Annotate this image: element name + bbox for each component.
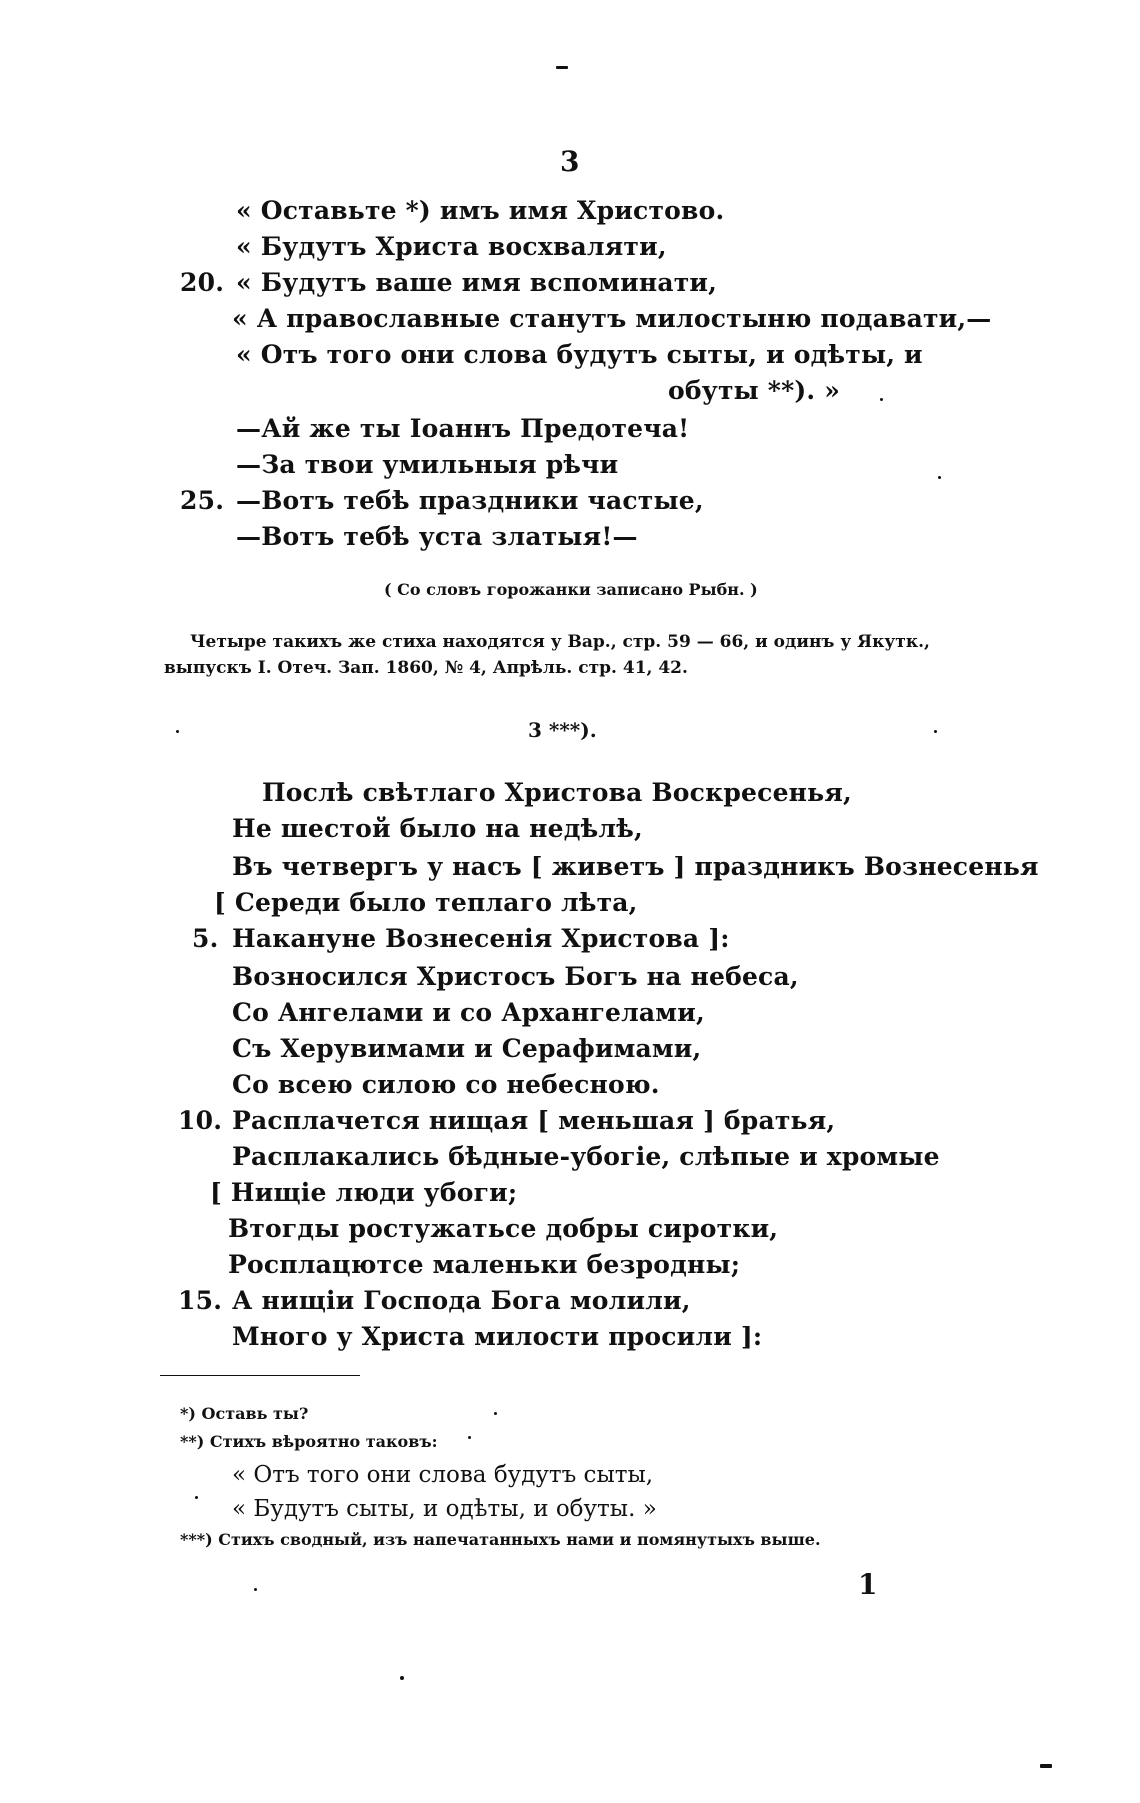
scan-artifact	[880, 398, 883, 401]
poem-line: « Будутъ Христа восхваляти,	[236, 232, 667, 261]
line-number: 15.	[178, 1286, 223, 1315]
section-heading: 3 ***).	[528, 718, 597, 742]
poem-line: Много у Христа милости просили ]:	[232, 1322, 763, 1351]
footnote-divider	[160, 1375, 360, 1376]
poem-line: Съ Херувимами и Серафимами,	[232, 1034, 702, 1063]
commentary-line: выпускъ I. Отеч. Зап. 1860, № 4, Апрѣль. стр. 41, 42.	[164, 658, 688, 678]
poem-line: А нищіи Господа Бога молили,	[232, 1286, 691, 1315]
scan-artifact	[934, 730, 937, 733]
poem-line: Втогды ростужатьсе добры сиротки,	[228, 1214, 779, 1243]
poem-line: Возносился Христосъ Богъ на небеса,	[232, 962, 799, 991]
poem-line: Со всею силою со небесною.	[232, 1070, 660, 1099]
scan-artifact	[400, 1676, 404, 1680]
poem-line: [ Нищіе люди убоги;	[210, 1178, 518, 1207]
line-number: 5.	[192, 924, 219, 953]
scan-artifact	[254, 1588, 257, 1591]
poem-line: [ Середи было теплаго лѣта,	[214, 888, 638, 917]
page-number: 3	[560, 145, 580, 178]
poem-line: Послѣ свѣтлаго Христова Воскресенья,	[262, 778, 852, 807]
footnote: ***) Стихъ сводный, изъ напечатанныхъ нами и помянутыхъ выше.	[180, 1530, 821, 1549]
scan-artifact	[938, 476, 941, 479]
scan-artifact	[1040, 1764, 1052, 1768]
poem-line: « А православные станутъ милостыню подавати,—	[232, 304, 992, 333]
poem-line: —За твои умильныя рѣчи	[236, 450, 619, 479]
commentary-line: Четыре такихъ же стиха находятся у Вар., стр. 59 — 66, и одинъ у Якутк.,	[190, 632, 930, 652]
footnote-verse: « Отъ того они слова будутъ сыты,	[232, 1462, 654, 1488]
line-number: 25.	[180, 486, 225, 515]
poem-line: Со Ангелами и со Архангелами,	[232, 998, 705, 1027]
poem-line: Накануне Вознесенія Христова ]:	[232, 924, 730, 953]
poem-line: Расплакались бѣдные-убогіе, слѣпые и хромые	[232, 1142, 940, 1171]
scan-artifact	[468, 1436, 471, 1439]
signature-mark: 1	[858, 1568, 878, 1601]
poem-line: —Ай же ты Іоаннъ Предотеча!	[236, 414, 690, 443]
footnote: *) Оставь ты?	[180, 1404, 309, 1423]
scan-artifact	[556, 66, 568, 69]
poem-line: Росплацютсе маленьки безродны;	[228, 1250, 741, 1279]
poem-line: обуты **). »	[668, 376, 841, 405]
scan-artifact	[494, 1412, 497, 1415]
poem-line: Расплачется нищая [ меньшая ] братья,	[232, 1106, 836, 1135]
poem-line: Не шестой было на недѣлѣ,	[232, 814, 643, 843]
line-number: 10.	[178, 1106, 223, 1135]
poem-line: « Будутъ ваше имя вспоминати,	[236, 268, 718, 297]
poem-line: « Отъ того они слова будутъ сыты, и одѣты, и	[236, 340, 923, 369]
poem-line: « Оставьте *) имъ имя Христово.	[236, 196, 725, 225]
source-note: ( Со словъ горожанки записано Рыбн. )	[384, 580, 758, 599]
poem-line: —Вотъ тебѣ уста златыя!—	[236, 522, 638, 551]
scan-artifact	[195, 1496, 198, 1499]
poem-line: Въ четвергъ у насъ [ живетъ ] праздникъ Вознесенья	[232, 852, 1039, 881]
poem-line: —Вотъ тебѣ праздники частые,	[236, 486, 704, 515]
footnote: **) Стихъ вѣроятно таковъ:	[180, 1432, 438, 1451]
footnote-verse: « Будутъ сыты, и одѣты, и обуты. »	[232, 1496, 657, 1522]
line-number: 20.	[180, 268, 225, 297]
scan-artifact	[176, 730, 179, 733]
